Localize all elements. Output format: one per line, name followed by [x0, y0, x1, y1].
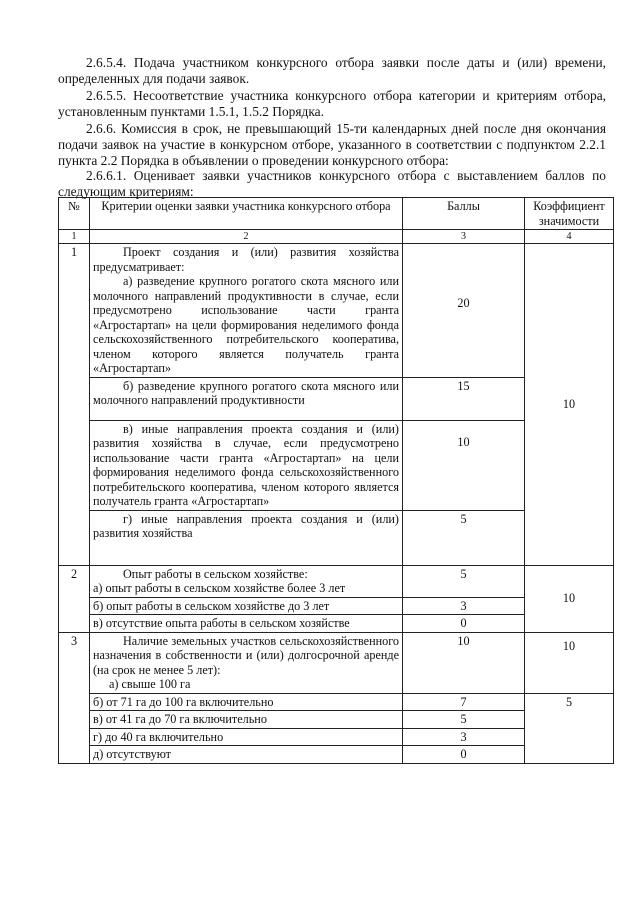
criterion-2-a-points: 5 [403, 565, 525, 597]
criterion-3-a-text: а) свыше 100 га [109, 677, 191, 691]
header-points: Баллы [403, 198, 525, 230]
table-column-numbers-row [59, 230, 614, 244]
criteria-table [58, 197, 614, 764]
criterion-3-a-points: 10 [403, 632, 525, 693]
criterion-3-g-points: 3 [403, 728, 525, 746]
criterion-1-g-points: 5 [403, 510, 525, 565]
column-number-2: 2 [90, 230, 403, 244]
criterion-3-b-points: 7 [403, 693, 525, 711]
criterion-1-option-b [90, 377, 403, 420]
column-number-1: 1 [59, 230, 90, 244]
criterion-1-option-a [90, 244, 403, 378]
criterion-3-v-points: 5 [403, 711, 525, 729]
criterion-1-intro: Проект создания и (или) развития хозяйства предусматривает: [93, 245, 399, 274]
criterion-1-option-g [90, 510, 403, 565]
criterion-1-a-points: 20 [403, 244, 525, 378]
criterion-1-coefficient: 10 [525, 244, 614, 566]
criterion-3-v-text: в) от 41 га до 70 га включительно [90, 711, 403, 729]
criterion-2-v-points: 0 [403, 615, 525, 633]
criterion-3-option-a [90, 632, 403, 693]
criterion-2-v-text: в) отсутствие опыта работы в сельском хозяйстве [90, 615, 403, 633]
criterion-1-g-text: г) иные направления проекта создания и (или) развития хозяйства [93, 511, 399, 540]
criterion-3-intro: Наличие земельных участков сельскохозяйственного назначения в собственности и (или) долгосрочной аренде (на срок не менее 5 лет): [93, 633, 399, 677]
criterion-1-a-text: а) разведение крупного рогатого скота мясного или молочного направлений продуктивности в случае, если предусмотрено использование части гранта «Агростартап» на цели формирования неделимого фонда сельскохозяйственного потребительского кооператива, членом которого является получатель гранта «Агростартап» [93, 274, 399, 375]
criterion-2-number: 2 [59, 565, 90, 632]
criterion-1-option-v [90, 420, 403, 510]
criterion-3-coefficient-bottom: 5 [525, 693, 614, 763]
criterion-3-g-text: г) до 40 га включительно [90, 728, 403, 746]
criterion-2-b-text: б) опыт работы в сельском хозяйстве до 3 лет [90, 597, 403, 615]
criterion-2-coefficient: 10 [525, 565, 614, 632]
table-row [59, 632, 614, 693]
criterion-1-b-points: 15 [403, 377, 525, 420]
criterion-3-number: 3 [59, 632, 90, 763]
paragraph-2-6-6-1: 2.6.6.1. Оценивает заявки участников конкурсного отбора с выставлением баллов по следующим критериям: [58, 168, 606, 199]
column-number-4: 4 [525, 230, 614, 244]
header-coefficient: Коэффициент значимости [525, 198, 614, 230]
table-row [59, 565, 614, 597]
criterion-1-v-text: в) иные направления проекта создания и (или) развития хозяйства в случае, если предусмотрено использование части гранта «Агростартап» на цели формирования неделимого фонда сельскохозяйственного потребительского кооператива, членом которого является получатель гранта «Агростартап» [93, 421, 399, 508]
paragraph-2-6-6: 2.6.6. Комиссия в срок, не превышающий 15-ти календарных дней после дня окончания подачи заявок на участие в конкурсном отборе, указанного в соответствии с подпунктом 2.2.1 пункта 2.2 Порядка в объявлении о проведении конкурсного отбора: [58, 121, 606, 168]
table-header-row [59, 198, 614, 230]
criterion-3-b-text: б) от 71 га до 100 га включительно [90, 693, 403, 711]
header-criteria: Критерии оценки заявки участника конкурсного отбора [90, 198, 403, 230]
criterion-3-d-text: д) отсутствуют [90, 746, 403, 764]
criterion-3-coefficient-top: 10 [525, 632, 614, 693]
header-number: № [59, 198, 90, 230]
criterion-2-b-points: 3 [403, 597, 525, 615]
criterion-2-option-a [90, 565, 403, 597]
column-number-3: 3 [403, 230, 525, 244]
criterion-1-b-text: б) разведение крупного рогатого скота мясного или молочного направлений продуктивности [93, 378, 399, 407]
criterion-2-intro: Опыт работы в сельском хозяйстве: [123, 566, 308, 581]
criterion-1-number: 1 [59, 244, 90, 566]
criterion-1-v-points: 10 [403, 420, 525, 510]
table-row [59, 244, 614, 378]
criterion-2-a-text: а) опыт работы в сельском хозяйстве более 3 лет [93, 581, 346, 595]
paragraph-2-6-5-4: 2.6.5.4. Подача участником конкурсного отбора заявки после даты и (или) времени, определенных для подачи заявок. [58, 55, 606, 86]
paragraph-2-6-5-5: 2.6.5.5. Несоответствие участника конкурсного отбора категории и критериям отбора, установленным пунктами 1.5.1, 1.5.2 Порядка. [58, 88, 606, 119]
criterion-3-d-points: 0 [403, 746, 525, 764]
table-row [59, 693, 614, 711]
